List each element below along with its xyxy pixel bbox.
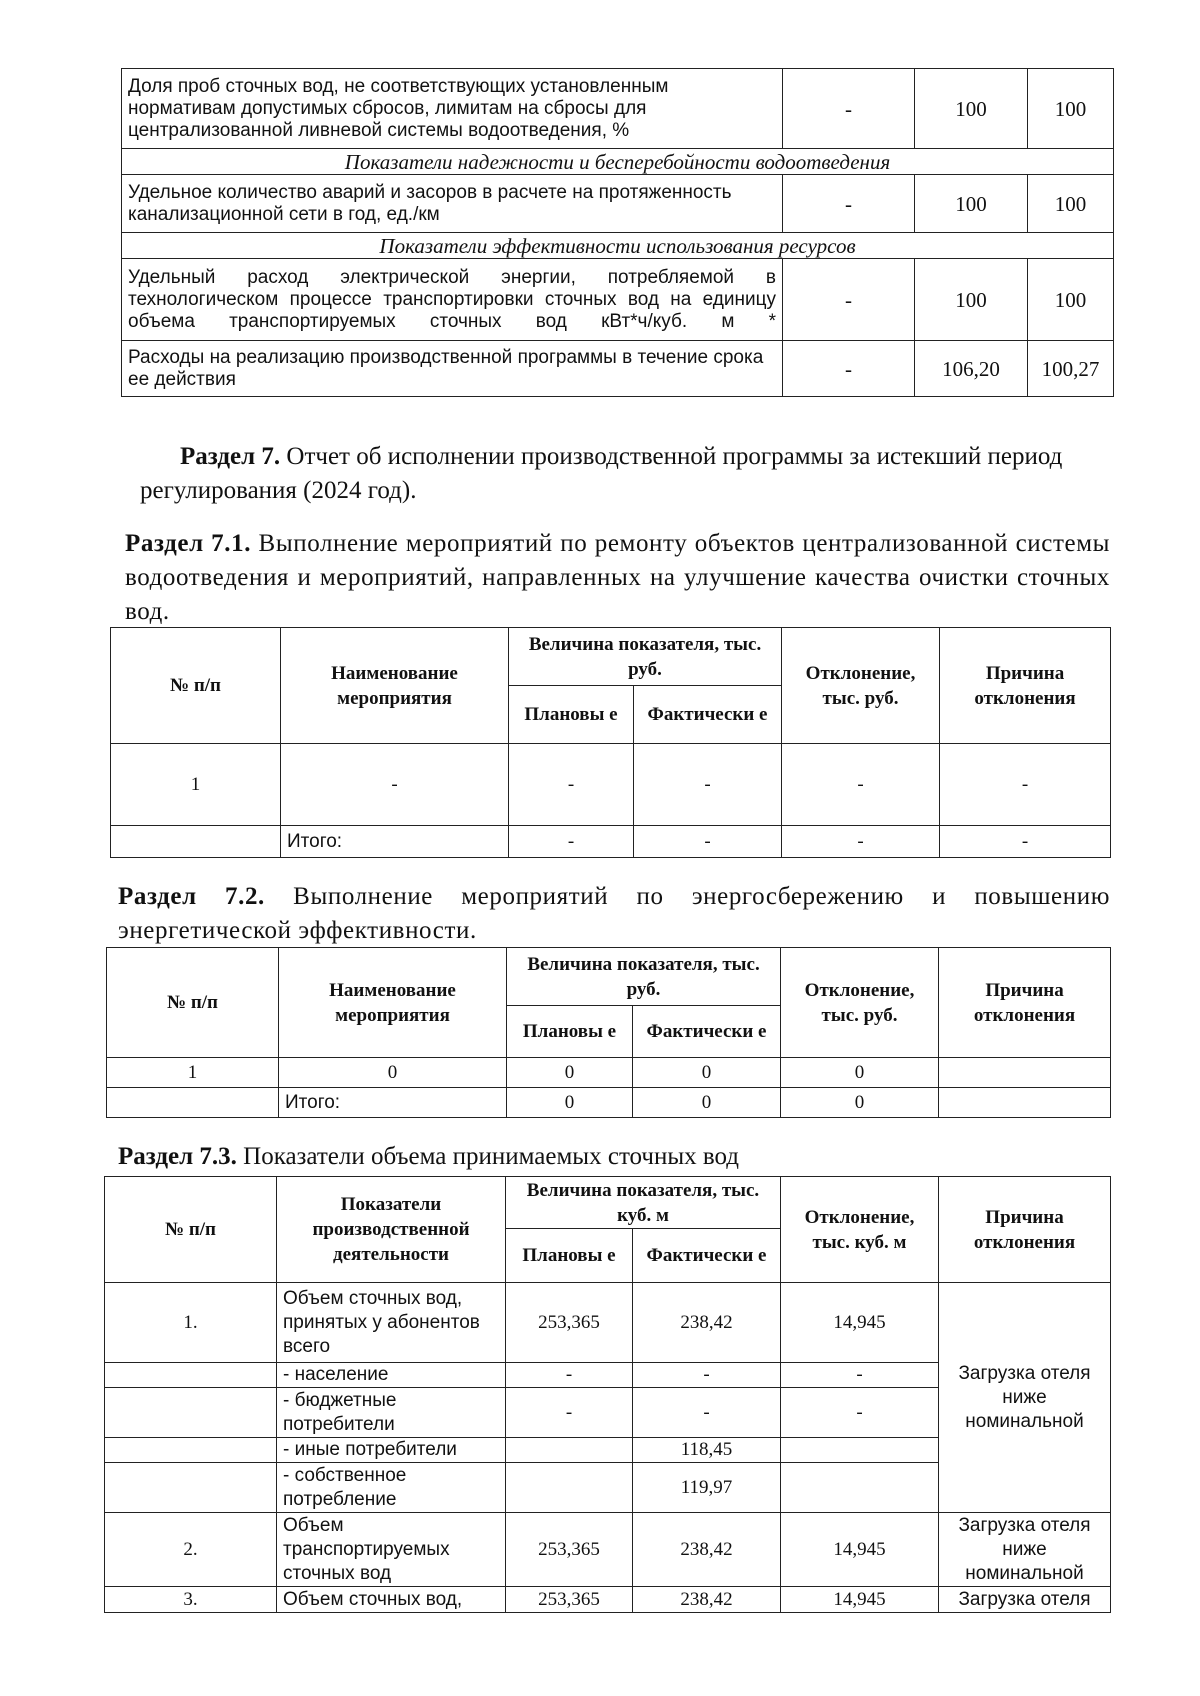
reason-cell: - [940,744,1111,826]
dev-cell [781,1463,939,1513]
fact-cell: 238,42 [633,1513,781,1587]
repair-measures-table [110,627,1111,858]
name-cell: - [281,744,509,826]
section7-text: Отчет об исполнении производственной программы за истекший период регулирования (2024 год). [140,443,1063,504]
section7-2-paragraph [118,880,1110,948]
table-row [122,175,1114,233]
col-num-header: № п/п [105,1177,277,1283]
indicator-cell: Удельный расход электрической энергии, потребляемой в технологическом процессе транспортировки сточных вод на единицу объема транспортируемых сточных вод кВт*ч/куб. м * [122,259,783,341]
section7-3-text: Показатели объема принимаемых сточных вод [243,1143,740,1170]
table-row [107,1058,1111,1088]
indicator-cell: Расходы на реализацию производственной программы в течение срока ее действия [122,341,783,397]
table-row [122,341,1114,397]
energy-measures-table [106,947,1111,1118]
indicators-table [121,68,1114,397]
indicator-cell: Доля проб сточных вод, не соответствующих установленным нормативам допустимых сбросов, лимитам на сбросы для централизованной ливневой системы водоотведения, % [122,69,783,149]
dev-cell: 0 [781,1058,939,1088]
section7-2-text: Выполнение мероприятий по энергосбережению и повышению энергетической эффективности. [118,883,1110,944]
total-fact-cell: 0 [633,1088,781,1118]
plan-cell: 0 [507,1058,633,1088]
fact-cell: 238,42 [633,1283,781,1363]
fact-cell: 118,45 [633,1438,781,1463]
reason-cell [939,1058,1111,1088]
num-cell: 1. [105,1283,277,1363]
plan-cell: - [509,744,634,826]
fact-cell: - [634,744,782,826]
plan-cell [506,1463,633,1513]
reason-cell: Загрузка отеля ниже номинальной [939,1283,1111,1513]
base-cell: - [783,175,915,233]
wastewater-volume-table [104,1176,1111,1613]
col-dev-header: Отклонение, тыс. руб. [782,628,940,744]
col-name-header: Показатели производственной деятельности [277,1177,506,1283]
table-row [122,69,1114,149]
fact-cell: 100 [1028,259,1114,341]
fact-cell: 0 [633,1058,781,1088]
plan-cell: - [506,1363,633,1388]
fact-cell: 238,42 [633,1587,781,1613]
table-row [122,259,1114,341]
plan-cell: 100 [915,69,1028,149]
total-fact-cell: - [634,826,782,858]
col-plan-header: Плановы е [506,1229,633,1283]
total-plan-cell: - [509,826,634,858]
header-row [107,948,1111,1006]
section7-title: Раздел 7. [180,443,281,470]
section7-1-paragraph [125,527,1110,629]
fact-cell: 100 [1028,69,1114,149]
plan-cell: 253,365 [506,1587,633,1613]
plan-cell: 253,365 [506,1513,633,1587]
base-cell: - [783,259,915,341]
col-fact-header: Фактически е [633,1006,781,1058]
col-value-header: Величина показателя, тыс. руб. [507,948,781,1006]
section7-1-text: Выполнение мероприятий по ремонту объектов централизованной системы водоотведения и мероприятий, направленных на улучшение качества очистки сточных вод. [125,530,1111,625]
plan-cell: 106,20 [915,341,1028,397]
section7-1-title: Раздел 7.1. [125,530,252,557]
col-reason-header: Причина отклонения [940,628,1111,744]
dev-cell: - [781,1363,939,1388]
dev-cell: 14,945 [781,1283,939,1363]
header-row [105,1177,1111,1229]
plan-cell [506,1438,633,1463]
dev-cell: - [782,744,940,826]
name-cell: - собственное потребление [277,1463,506,1513]
name-cell: - иные потребители [277,1438,506,1463]
total-row [111,826,1111,858]
num-cell: 2. [105,1513,277,1587]
base-cell: - [783,69,915,149]
total-row [107,1088,1111,1118]
num-cell: 1 [107,1058,279,1088]
plan-cell: 100 [915,175,1028,233]
col-reason-header: Причина отклонения [939,1177,1111,1283]
table-row [105,1587,1111,1613]
fact-cell: 119,97 [633,1463,781,1513]
table-row [111,744,1111,826]
section7-paragraph [140,440,1125,508]
base-cell: - [783,341,915,397]
dev-cell: - [781,1388,939,1438]
reason-cell: Загрузка отеля [939,1587,1111,1613]
section7-2-title: Раздел 7.2. [118,883,265,910]
name-cell: - бюджетные потребители [277,1388,506,1438]
section-heading: Показатели надежности и бесперебойности водоотведения [122,149,1114,175]
dev-cell [781,1438,939,1463]
plan-cell: 100 [915,259,1028,341]
plan-cell: - [506,1388,633,1438]
col-num-header: № п/п [111,628,281,744]
name-cell: Объем сточных вод, [277,1587,506,1613]
col-name-header: Наименование мероприятия [281,628,509,744]
name-cell: 0 [279,1058,507,1088]
col-fact-header: Фактически е [634,686,782,744]
total-plan-cell: 0 [507,1088,633,1118]
total-label: Итого: [279,1088,507,1118]
section-row [122,233,1114,259]
total-reason-cell [939,1088,1111,1118]
col-plan-header: Плановы е [509,686,634,744]
name-cell: - население [277,1363,506,1388]
section-heading: Показатели эффективности использования ресурсов [122,233,1114,259]
col-num-header: № п/п [107,948,279,1058]
num-cell: 3. [105,1587,277,1613]
col-value-header: Величина показателя, тыс. куб. м [506,1177,781,1229]
section7-3-title: Раздел 7.3. [118,1143,237,1170]
col-value-header: Величина показателя, тыс. руб. [509,628,782,686]
col-fact-header: Фактически е [633,1229,781,1283]
fact-cell: 100 [1028,175,1114,233]
table-row [105,1513,1111,1587]
plan-cell: 253,365 [506,1283,633,1363]
fact-cell: - [633,1388,781,1438]
col-dev-header: Отклонение, тыс. руб. [781,948,939,1058]
reason-cell: Загрузка отеля ниже номинальной [939,1513,1111,1587]
col-dev-header: Отклонение, тыс. куб. м [781,1177,939,1283]
fact-cell: 100,27 [1028,341,1114,397]
dev-cell: 14,945 [781,1513,939,1587]
total-label: Итого: [281,826,509,858]
total-reason-cell: - [940,826,1111,858]
col-reason-header: Причина отклонения [939,948,1111,1058]
num-cell: 1 [111,744,281,826]
dev-cell: 14,945 [781,1587,939,1613]
fact-cell: - [633,1363,781,1388]
header-row [111,628,1111,686]
name-cell: Объем сточных вод, принятых у абонентов всего [277,1283,506,1363]
total-dev-cell: - [782,826,940,858]
col-plan-header: Плановы е [507,1006,633,1058]
name-cell: Объем транспортируемых сточных вод [277,1513,506,1587]
section7-3-paragraph [118,1140,1110,1174]
indicator-cell: Удельное количество аварий и засоров в расчете на протяженность канализационной сети в год, ед./км [122,175,783,233]
col-name-header: Наименование мероприятия [279,948,507,1058]
total-dev-cell: 0 [781,1088,939,1118]
section-row [122,149,1114,175]
table-row [105,1283,1111,1363]
